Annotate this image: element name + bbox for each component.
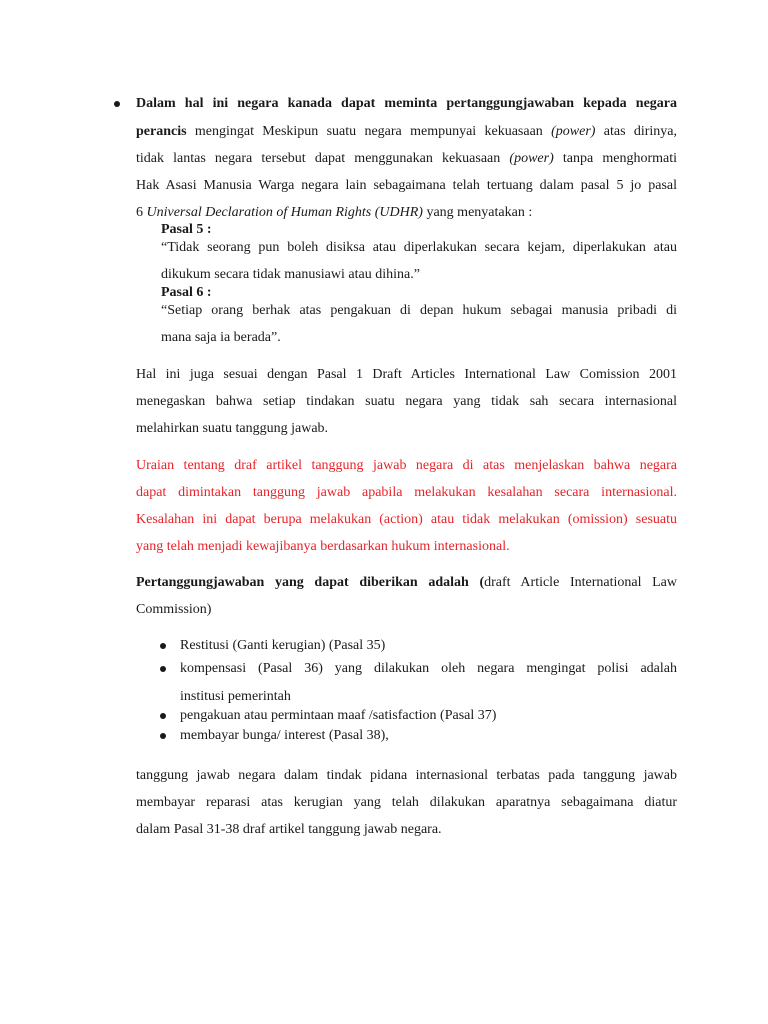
pasal5-title: Pasal 5 :	[161, 222, 212, 237]
intro-line-1: Dalam hal ini negara kanada dapat meminta pertanggungjawaban kepada negara	[136, 96, 677, 111]
closing-line-3: dalam Pasal 31-38 draf artikel tanggung jawab negara.	[136, 822, 442, 837]
red-para-line-4: yang telah menjadi kewajibanya berdasarkan hukum internasional.	[136, 539, 510, 554]
bullet-icon	[160, 643, 166, 649]
list-item-1: Restitusi (Ganti kerugian) (Pasal 35)	[180, 638, 386, 653]
para2-line-3: melahirkan suatu tanggung jawab.	[136, 421, 329, 436]
pasal6-line-2: mana saja ia berada”.	[161, 330, 281, 345]
red-para-line-1: Uraian tentang draf artikel tanggung jawab negara di atas menjelaskan bahwa negara	[136, 458, 677, 473]
responsibility-line-2: Commission)	[136, 602, 212, 617]
red-para-line-2: dapat dimintakan tanggung jawab apabila melakukan kesalahan secara internasional.	[136, 485, 677, 500]
bullet-icon	[160, 666, 166, 672]
intro-line-2: perancis mengingat Meskipun suatu negara mempunyai kekuasaan (power) atas dirinya,	[136, 124, 678, 139]
responsibility-line-1: Pertanggungjawaban yang dapat diberikan adalah (draft Article International Law	[136, 575, 677, 590]
pasal5-line-1: “Tidak seorang pun boleh disiksa atau diperlakukan secara kejam, diperlakukan atau	[161, 240, 677, 255]
bullet-icon	[114, 101, 120, 107]
para2-line-1: Hal ini juga sesuai dengan Pasal 1 Draft Articles International Law Comission 2001	[136, 367, 677, 382]
list-item-2-line-1: kompensasi (Pasal 36) yang dilakukan oleh negara mengingat polisi adalah	[180, 661, 677, 676]
bullet-icon	[160, 733, 166, 739]
para2-line-2: menegaskan bahwa setiap tindakan suatu negara yang tidak sah secara internasional	[136, 394, 677, 409]
pasal6-line-1: “Setiap orang berhak atas pengakuan di depan hukum sebagai manusia pribadi di	[161, 303, 677, 318]
list-item-4: membayar bunga/ interest (Pasal 38),	[180, 728, 389, 743]
pasal5-line-2: dikukum secara tidak manusiawi atau dihina.”	[161, 267, 420, 282]
intro-line-5: 6 Universal Declaration of Human Rights (UDHR) yang menyatakan :	[136, 205, 533, 220]
list-item-2-line-2: institusi pemerintah	[180, 689, 291, 704]
intro-line-3: tidak lantas negara tersebut dapat menggunakan kekuasaan (power) tanpa menghormati	[136, 151, 678, 166]
pasal6-title: Pasal 6 :	[161, 285, 212, 300]
closing-line-2: membayar reparasi atas kerugian yang telah dilakukan aparatnya sebagaimana diatur	[136, 795, 677, 810]
closing-line-1: tanggung jawab negara dalam tindak pidana internasional terbatas pada tanggung jawab	[136, 768, 677, 783]
intro-line-4: Hak Asasi Manusia Warga negara lain sebagaimana telah tertuang dalam pasal 5 jo pasal	[136, 178, 677, 193]
red-para-line-3: Kesalahan ini dapat berupa melakukan (action) atau tidak melakukan (omission) sesuatu	[136, 512, 677, 527]
bullet-icon	[160, 713, 166, 719]
list-item-3: pengakuan atau permintaan maaf /satisfaction (Pasal 37)	[180, 708, 497, 723]
